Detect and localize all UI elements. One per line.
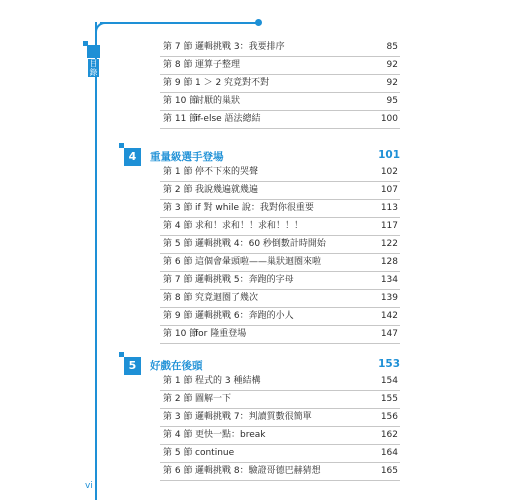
toc-row[interactable] xyxy=(160,308,400,326)
section-number: 第 1 節 xyxy=(163,376,193,386)
section-number: 第 3 節 xyxy=(163,412,193,422)
section-number: 第 7 節 xyxy=(163,275,193,285)
section-page: 142 xyxy=(380,311,398,321)
section-page: 117 xyxy=(380,221,398,231)
section-title: 1 ＞ 2 究竟對不對 xyxy=(195,78,270,88)
section-title: if-else 語法總結 xyxy=(195,114,261,124)
section-number: 第 9 節 xyxy=(163,78,193,88)
toc-row[interactable] xyxy=(160,326,400,344)
section-page: 134 xyxy=(380,275,398,285)
page-number: vi xyxy=(85,481,93,491)
section-page: 95 xyxy=(386,96,398,106)
section-number: 第 10 節 xyxy=(163,329,199,339)
section-title: 邏輯挑戰 8：驗證哥德巴赫猜想 xyxy=(195,466,321,476)
section-title: 邏輯挑戰 3：我要排序 xyxy=(195,42,285,52)
toc-row[interactable] xyxy=(160,75,400,93)
section-title: 這個會暈頭啦——巢狀迴圈來啦 xyxy=(195,257,322,267)
section-title: 圖解一下 xyxy=(195,394,232,404)
section-title: 邏輯挑戰 5：奔跑的字母 xyxy=(195,275,294,285)
toc-row[interactable] xyxy=(160,254,400,272)
section-page: 102 xyxy=(380,167,398,177)
section-page: 122 xyxy=(380,239,398,249)
section-number: 第 3 節 xyxy=(163,203,193,213)
section-number: 第 4 節 xyxy=(163,430,193,440)
section-number: 第 10 節 xyxy=(163,96,199,106)
section-page: 128 xyxy=(380,257,398,267)
toc-row[interactable] xyxy=(160,164,400,182)
section-page: 92 xyxy=(386,78,398,88)
toc-row[interactable] xyxy=(160,427,400,445)
frame-horizontal-line xyxy=(100,22,258,24)
chapter-number-badge: 4 xyxy=(124,148,141,166)
section-number: 第 2 節 xyxy=(163,185,193,195)
section-title: 更快一點：break xyxy=(195,430,266,440)
toc-row[interactable] xyxy=(160,409,400,427)
frame-end-dot xyxy=(255,19,262,26)
section-number: 第 1 節 xyxy=(163,167,193,177)
section-number: 第 8 節 xyxy=(163,60,193,70)
section-number: 第 5 節 xyxy=(163,239,193,249)
section-page: 100 xyxy=(380,114,398,124)
toc-row[interactable] xyxy=(160,39,400,57)
section-page: 165 xyxy=(380,466,398,476)
section-title: continue xyxy=(195,448,235,458)
chapter-title: 好戲在後頭 xyxy=(150,360,203,372)
toc-row[interactable] xyxy=(160,445,400,463)
toc-row[interactable] xyxy=(160,57,400,75)
chapter-title: 重量級選手登場 xyxy=(150,151,224,163)
toc-row[interactable] xyxy=(160,200,400,218)
section-page: 155 xyxy=(380,394,398,404)
toc-row[interactable] xyxy=(160,236,400,254)
section-page: 154 xyxy=(380,376,398,386)
chapter-header-4[interactable] xyxy=(119,143,400,163)
section-title: 我說幾遍就幾遍 xyxy=(195,185,259,195)
section-title: 究竟迴圈了幾次 xyxy=(195,293,259,303)
section-title: if 對 while 說：我對你很重要 xyxy=(195,203,314,213)
section-page: 107 xyxy=(380,185,398,195)
chapter-page: 101 xyxy=(378,149,400,161)
toc-row[interactable] xyxy=(160,93,400,111)
section-number: 第 8 節 xyxy=(163,293,193,303)
section-title: 求和！求和！！求和！！！ xyxy=(195,221,304,231)
chapter-number-badge: 5 xyxy=(124,357,141,375)
section-page: 85 xyxy=(386,42,398,52)
section-title: 邏輯挑戰 6：奔跑的小人 xyxy=(195,311,294,321)
toc-row[interactable] xyxy=(160,111,400,129)
section-number: 第 4 節 xyxy=(163,221,193,231)
section-page: 156 xyxy=(380,412,398,422)
section-page: 139 xyxy=(380,293,398,303)
toc-row[interactable] xyxy=(160,463,400,481)
section-page: 164 xyxy=(380,448,398,458)
chapter-page: 153 xyxy=(378,358,400,370)
section-number: 第 5 節 xyxy=(163,448,193,458)
section-title: 邏輯挑戰 7：判讀質數很簡單 xyxy=(195,412,312,422)
section-page: 162 xyxy=(380,430,398,440)
chapter-header-5[interactable] xyxy=(119,352,400,372)
section-title: 程式的 3 種結構 xyxy=(195,376,261,386)
toc-row[interactable] xyxy=(160,290,400,308)
section-title: 討厭的巢狀 xyxy=(195,96,241,106)
section-number: 第 7 節 xyxy=(163,42,193,52)
section-title: 停不下來的哭聲 xyxy=(195,167,259,177)
section-title: 邏輯挑戰 4：60 秒倒數計時開始 xyxy=(195,239,326,249)
section-number: 第 6 節 xyxy=(163,257,193,267)
toc-row[interactable] xyxy=(160,182,400,200)
section-number: 第 11 節 xyxy=(163,114,199,124)
section-page: 92 xyxy=(386,60,398,70)
section-page: 113 xyxy=(380,203,398,213)
toc-row[interactable] xyxy=(160,218,400,236)
toc-row[interactable] xyxy=(160,391,400,409)
frame-vertical-line xyxy=(95,22,97,500)
section-page: 147 xyxy=(380,329,398,339)
section-number: 第 2 節 xyxy=(163,394,193,404)
toc-row[interactable] xyxy=(160,272,400,290)
section-title: 運算子整理 xyxy=(195,60,241,70)
toc-side-label: 目錄 xyxy=(89,59,98,77)
toc-row[interactable] xyxy=(160,373,400,391)
section-number: 第 9 節 xyxy=(163,311,193,321)
decor-square-large xyxy=(87,45,100,58)
section-title: for 隆重登場 xyxy=(195,329,247,339)
section-number: 第 6 節 xyxy=(163,466,193,476)
